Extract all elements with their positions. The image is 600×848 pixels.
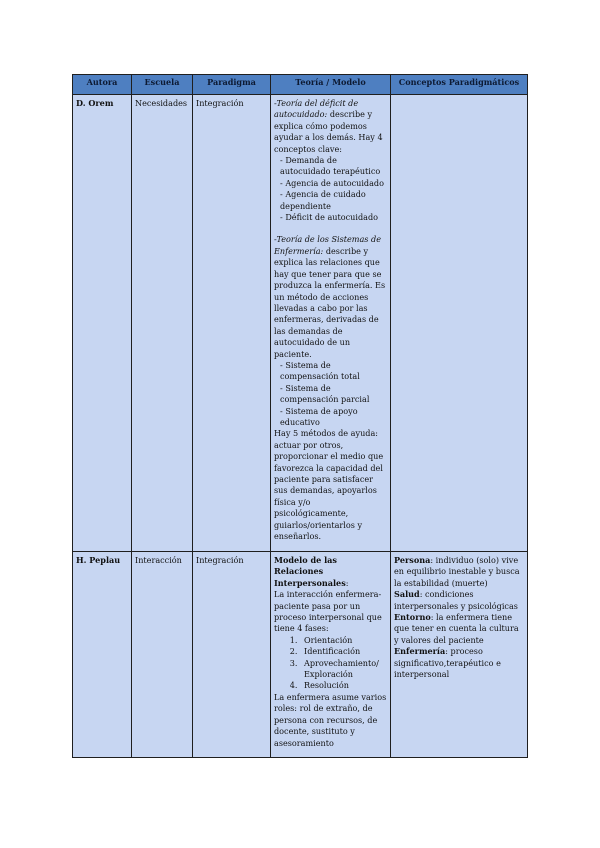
model-title: Modelo de las Relaciones Interpersonales bbox=[274, 555, 346, 588]
theory-systems-title: -Teoría de los Sistemas de Enfermería: bbox=[274, 234, 381, 256]
header-teoria-modelo: Teoría / Modelo bbox=[271, 75, 391, 95]
header-row bbox=[73, 75, 528, 95]
concept-enfermeria bbox=[394, 646, 524, 680]
cell-author: H. Peplau bbox=[73, 552, 132, 758]
concept-text: : proceso significativo,terapéutico e interpersonal bbox=[394, 646, 501, 680]
paradigms-table bbox=[72, 74, 528, 758]
cell-theory bbox=[271, 95, 391, 552]
list-item: - Sistema de compensación parcial bbox=[274, 383, 387, 406]
header-escuela: Escuela bbox=[132, 75, 193, 95]
concept-salud bbox=[394, 589, 524, 612]
cell-school: Necesidades bbox=[132, 95, 193, 552]
concept-persona bbox=[394, 555, 524, 589]
list-item: 4. Resolución bbox=[300, 680, 387, 691]
key-concepts-list bbox=[274, 155, 387, 223]
list-item: 2. Identificación bbox=[300, 646, 387, 657]
cell-paradigm: Integración bbox=[193, 552, 271, 758]
cell-author: D. Orem bbox=[73, 95, 132, 552]
concept-term: Persona bbox=[394, 555, 431, 565]
cell-concepts bbox=[391, 95, 528, 552]
concept-term: Salud bbox=[394, 589, 420, 600]
model-colon: : bbox=[345, 577, 349, 588]
theory-deficit-paragraph bbox=[274, 98, 387, 155]
table-row-peplau bbox=[73, 552, 528, 758]
cell-school: Interacción bbox=[132, 552, 193, 758]
help-methods-paragraph: Hay 5 métodos de ayuda: actuar por otros, proporcionar el medio que favorezca la capacidad del paciente para satisfacer sus demandas, apoyarlos física y/o psicológicamente, guiarlos/orientarlos y enseñarlos. bbox=[274, 428, 384, 542]
header-conceptos: Conceptos Paradigmáticos bbox=[391, 75, 528, 95]
list-item: - Déficit de autocuidado bbox=[274, 212, 387, 223]
theory-systems-paragraph bbox=[274, 234, 387, 359]
header-paradigma: Paradigma bbox=[193, 75, 271, 95]
table-row-orem bbox=[73, 95, 528, 552]
list-item: 3. Aprovechamiento/ Exploración bbox=[300, 658, 387, 681]
theory-deficit-text: describe y explica cómo podemos ayudar a los demás. Hay 4 conceptos clave: bbox=[274, 109, 383, 154]
list-item: - Agencia de autocuidado bbox=[274, 178, 387, 189]
roles-paragraph: La enfermera asume varios roles: rol de extraño, de persona con recursos, de docente, sustituto y asesoramiento bbox=[274, 691, 387, 748]
phases-list bbox=[274, 635, 387, 692]
cell-paradigm: Integración bbox=[193, 95, 271, 552]
list-item: - Demanda de autocuidado terapéutico bbox=[274, 155, 387, 178]
list-item: - Sistema de compensación total bbox=[274, 360, 387, 383]
concept-entorno bbox=[394, 612, 524, 646]
cell-concepts bbox=[391, 552, 528, 758]
theory-systems-text: describe y explica las relaciones que hay que tener para que se produzca la enfermería. Es un método de acciones llevadas a cabo por las enfermeras, derivadas de las demandas de autocuidado de un paciente. bbox=[274, 245, 386, 359]
concept-term: Entorno bbox=[394, 612, 431, 623]
header-autora: Autora bbox=[73, 75, 132, 95]
list-item: - Agencia de cuidado dependiente bbox=[274, 189, 387, 212]
theory-deficit-title: -Teoría del déficit de autocuidado: bbox=[274, 98, 359, 120]
list-item: 1. Orientación bbox=[300, 635, 387, 646]
concept-text: : condiciones interpersonales y psicológicas bbox=[394, 589, 518, 611]
concept-text: : individuo (solo) vive en equilibrio inestable y busca la estabilidad (muerte) bbox=[394, 555, 520, 588]
cell-theory bbox=[271, 552, 391, 758]
list-item: - Sistema de apoyo educativo bbox=[274, 406, 387, 429]
concept-text: : la enfermera tiene que tener en cuenta la cultura y valores del paciente bbox=[394, 612, 519, 645]
model-heading bbox=[274, 555, 387, 589]
concept-term: Enfermería bbox=[394, 646, 446, 657]
model-text: La interacción enfermera-paciente pasa por un proceso interpersonal que tiene 4 fases: bbox=[274, 589, 382, 634]
systems-list bbox=[274, 360, 387, 428]
